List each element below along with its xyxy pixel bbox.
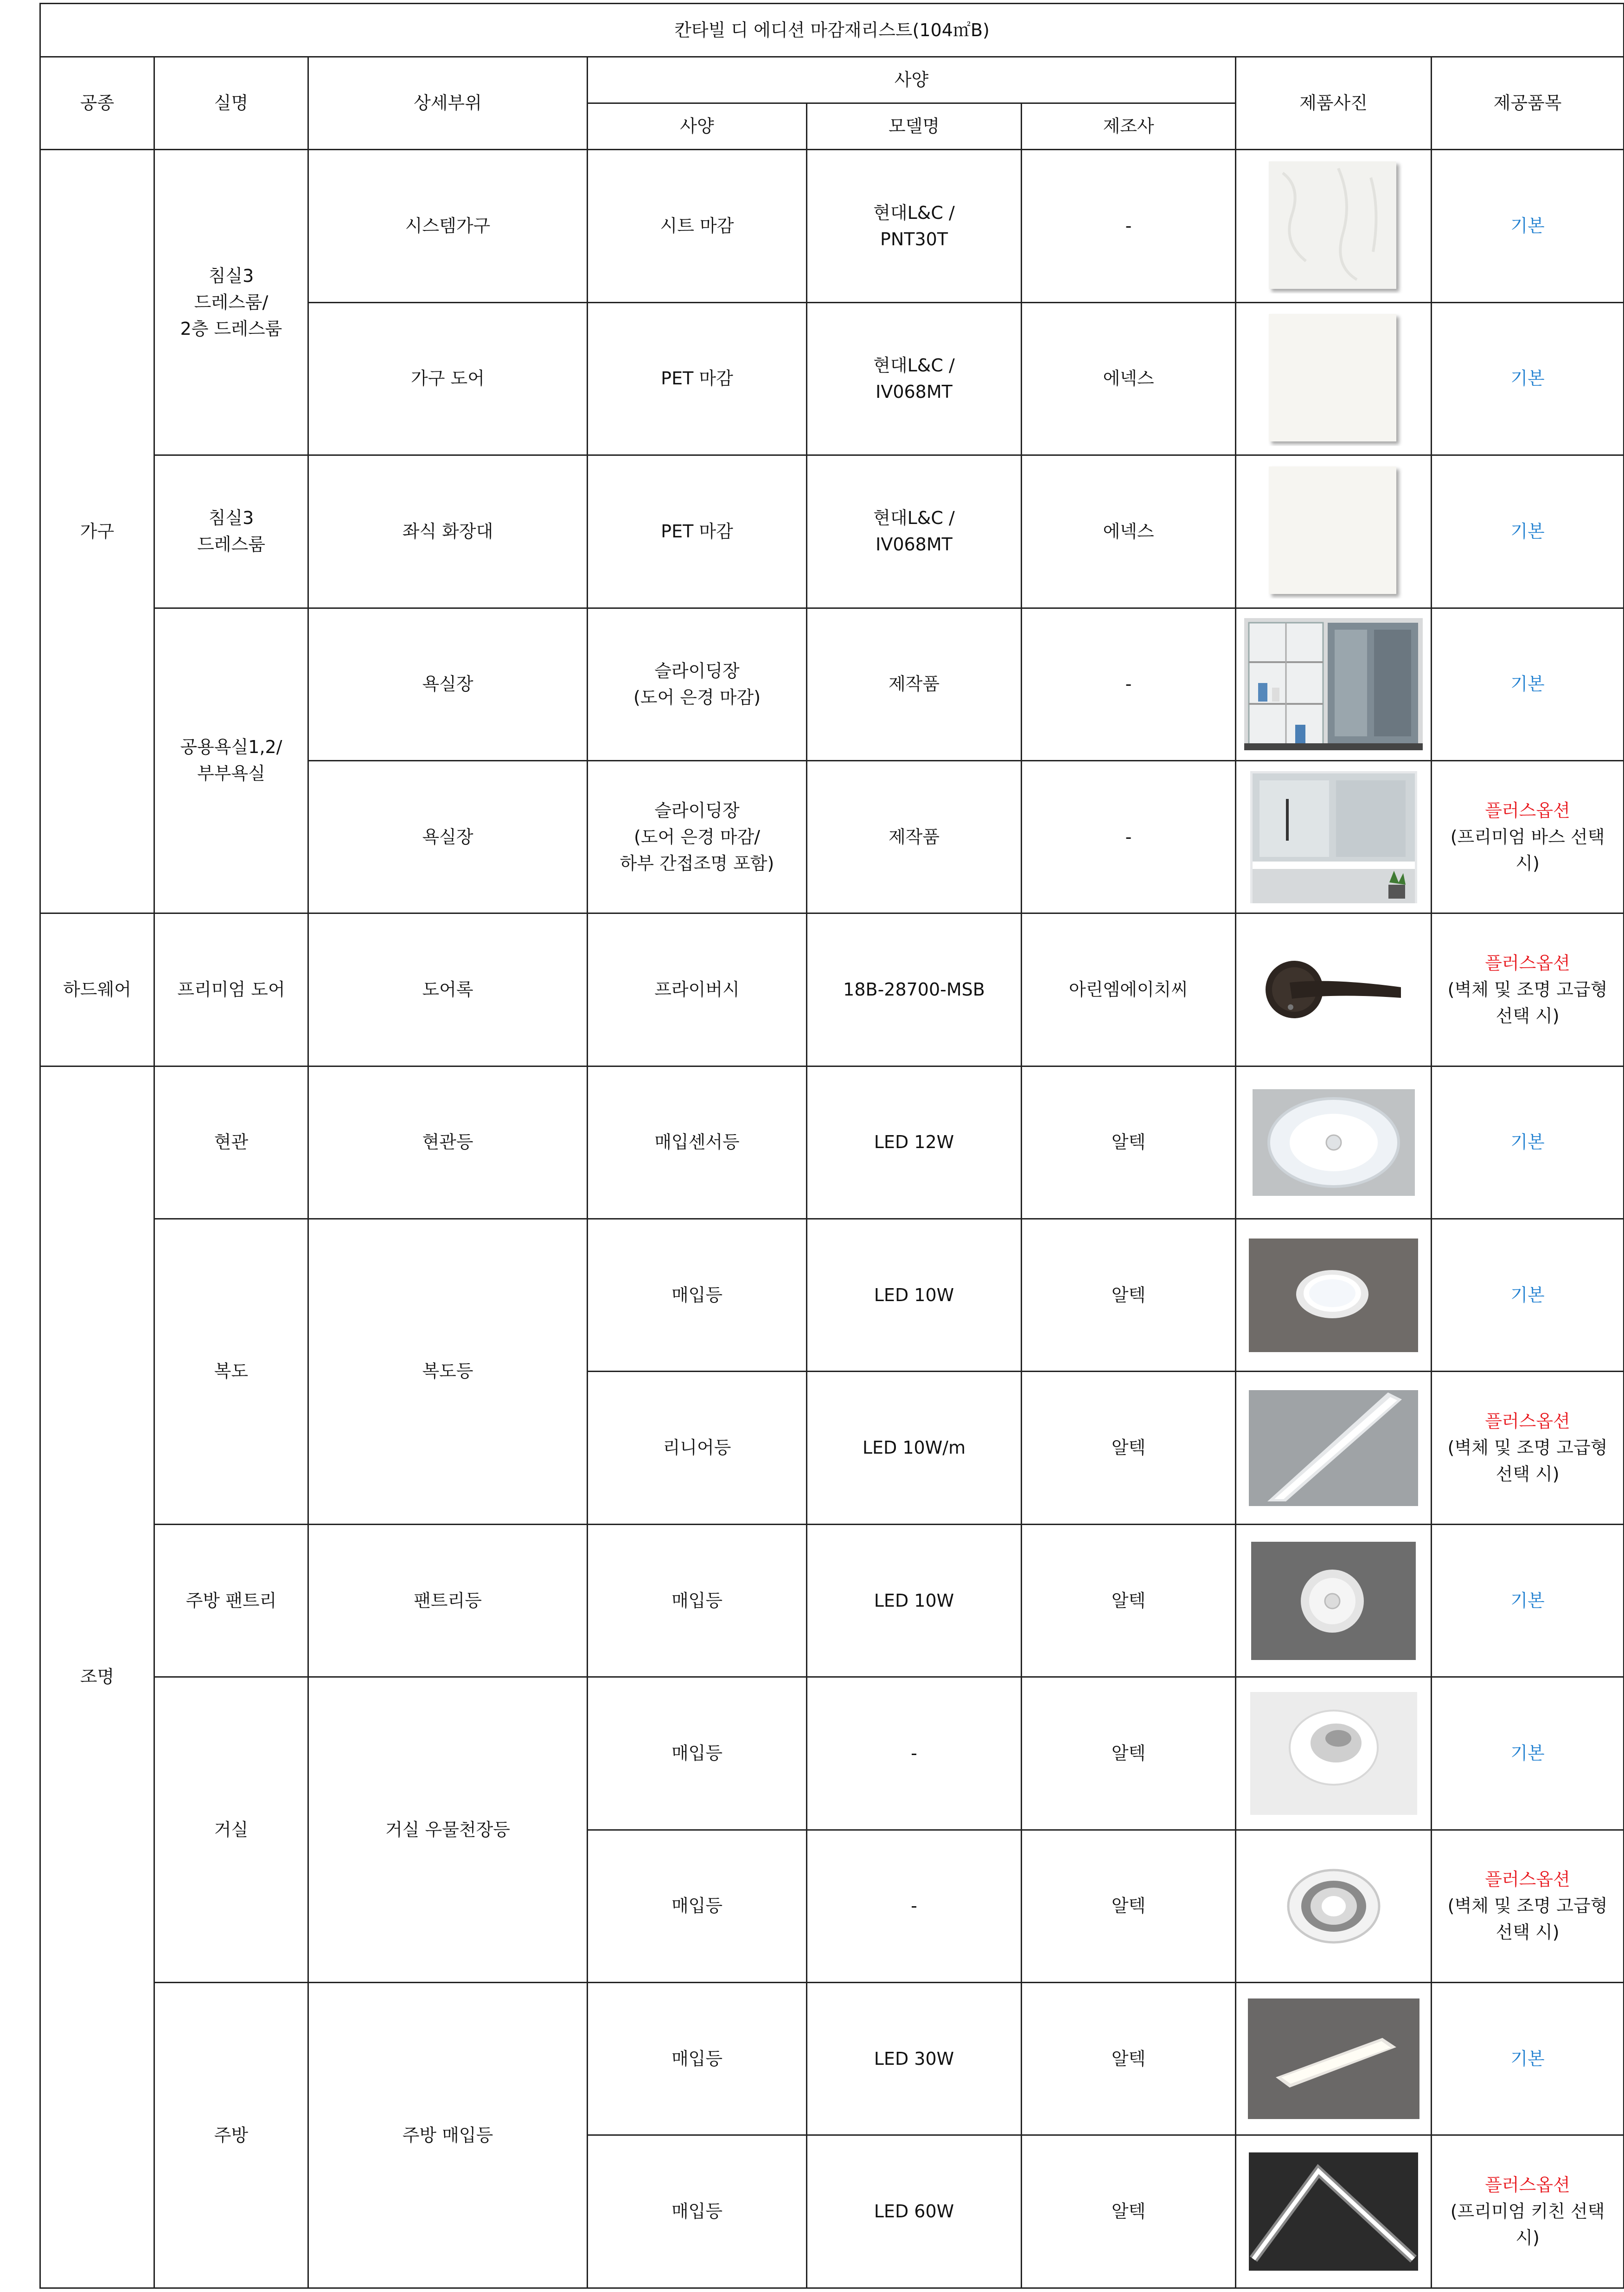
option-note: (프리미엄 바스 선택 시) [1450,826,1605,874]
supply-cell [1432,1677,1624,1830]
spec-cell: 매입등 [588,1677,807,1830]
maker-cell: - [1022,608,1236,760]
model-cell: 현대L&C / PNT30T [807,150,1022,302]
downlight-image [1240,1239,1427,1352]
option-note: (벽체 및 조명 고급형 선택 시) [1447,1437,1608,1485]
supply-cell [1432,1219,1624,1372]
spec-cell: 프라이버시 [588,913,807,1066]
supply-cell [1432,1983,1624,2135]
plus-option-badge: 플러스옵션 [1485,800,1570,821]
spec-cell: 매입등 [588,1983,807,2135]
plus-option-badge: 플러스옵션 [1485,2175,1570,2196]
finish-material-table [39,3,1624,2289]
detail-cell: 거실 우물천장등 [308,1677,588,1983]
photo-cell [1236,302,1432,455]
table-row [40,1677,1624,1830]
maker-cell: 알텍 [1022,1372,1236,1524]
basic-badge: 기본 [1510,1590,1545,1611]
room-cell: 프리미엄 도어 [154,913,308,1066]
bathroom-cabinet-image [1240,618,1427,750]
spec-cell: 매입등 [588,1524,807,1677]
basic-badge: 기본 [1510,2048,1545,2069]
page-title: 칸타빌 디 에디션 마감재리스트(104㎡B) [40,4,1624,57]
white-pet-swatch-image [1240,464,1427,599]
spec-cell: PET 마감 [588,302,807,455]
header-model: 모델명 [807,103,1022,150]
room-cell: 공용욕실1,2/ 부부욕실 [154,608,308,913]
room-cell: 주방 [154,1983,308,2288]
photo-cell [1236,1372,1432,1524]
pantry-sensor-light-image [1240,1542,1427,1660]
bathroom-cabinet-lit-image [1240,771,1427,903]
photo-cell [1236,608,1432,760]
basic-badge: 기본 [1510,1132,1545,1153]
plus-option-badge: 플러스옵션 [1485,1869,1570,1890]
supply-cell [1432,913,1624,1066]
photo-cell [1236,913,1432,1066]
door-lever-image [1240,943,1427,1036]
spec-cell: 슬라이딩장 (도어 은경 마감) [588,608,807,760]
table-row [40,1219,1624,1372]
linear-light-image [1240,1390,1427,1506]
supply-cell [1432,1524,1624,1677]
maker-cell: - [1022,150,1236,302]
spec-cell: 매입등 [588,2135,807,2288]
maker-cell: 알텍 [1022,1066,1236,1219]
model-cell: LED 10W [807,1219,1022,1372]
maker-cell: 알텍 [1022,1830,1236,1982]
model-cell: 18B-28700-MSB [807,913,1022,1066]
maker-cell: 알텍 [1022,1983,1236,2135]
model-cell: - [807,1677,1022,1830]
basic-badge: 기본 [1510,368,1545,389]
model-cell: - [807,1830,1022,1982]
white-pet-swatch-image [1240,312,1427,446]
detail-cell: 복도등 [308,1219,588,1525]
model-cell: 현대L&C / IV068MT [807,455,1022,608]
plus-option-badge: 플러스옵션 [1485,1411,1570,1432]
ring-spot-image [1240,1862,1427,1950]
maker-cell: 아린엠에이치씨 [1022,913,1236,1066]
option-note: (프리미엄 키친 선택 시) [1450,2201,1605,2248]
basic-badge: 기본 [1510,521,1545,542]
supply-cell [1432,302,1624,455]
header-detail: 상세부위 [308,57,588,150]
spec-cell: 리니어등 [588,1372,807,1524]
model-cell: LED 10W/m [807,1372,1022,1524]
header-spec-group: 사양 [588,57,1236,103]
basic-badge: 기본 [1510,674,1545,695]
model-cell: 제작품 [807,760,1022,913]
model-cell: LED 12W [807,1066,1022,1219]
detail-cell: 시스템가구 [308,150,588,302]
spec-cell: 매입센서등 [588,1066,807,1219]
maker-cell: 알텍 [1022,2135,1236,2288]
photo-cell [1236,1219,1432,1372]
detail-cell: 현관등 [308,1066,588,1219]
model-cell: LED 10W [807,1524,1022,1677]
supply-cell [1432,1830,1624,1982]
model-cell: LED 60W [807,2135,1022,2288]
sensor-light-image [1240,1089,1427,1196]
photo-cell [1236,150,1432,302]
table-row [40,1983,1624,2135]
room-cell: 주방 팬트리 [154,1524,308,1677]
room-cell: 현관 [154,1066,308,1219]
header-maker: 제조사 [1022,103,1236,150]
detail-cell: 주방 매입등 [308,1983,588,2288]
option-note: (벽체 및 조명 고급형 선택 시) [1447,979,1608,1026]
corner-linear-light-image [1240,2152,1427,2271]
maker-cell: 알텍 [1022,1524,1236,1677]
basic-badge: 기본 [1510,216,1545,236]
photo-cell [1236,1830,1432,1982]
photo-cell [1236,2135,1432,2288]
maker-cell: 에넥스 [1022,302,1236,455]
supply-cell [1432,1372,1624,1524]
maker-cell: 에넥스 [1022,455,1236,608]
supply-cell [1432,760,1624,913]
detail-cell: 욕실장 [308,760,588,913]
detail-cell: 가구 도어 [308,302,588,455]
model-cell: 제작품 [807,608,1022,760]
maker-cell: 알텍 [1022,1219,1236,1372]
spec-cell: 시트 마감 [588,150,807,302]
room-cell: 거실 [154,1677,308,1983]
photo-cell [1236,1524,1432,1677]
table-row [40,150,1624,302]
basic-badge: 기본 [1510,1743,1545,1763]
table-row [40,1524,1624,1677]
model-cell: LED 30W [807,1983,1022,2135]
room-cell: 복도 [154,1219,308,1525]
supply-cell [1432,608,1624,760]
detail-cell: 팬트리등 [308,1524,588,1677]
group-hardware: 하드웨어 [40,913,154,1066]
maker-cell: - [1022,760,1236,913]
room-cell: 침실3 드레스룸/ 2층 드레스룸 [154,150,308,455]
panel-light-image [1240,1998,1427,2119]
room-cell: 침실3 드레스룸 [154,455,308,608]
table-row [40,1066,1624,1219]
supply-cell [1432,150,1624,302]
white-sheet-swatch-image [1240,159,1427,294]
supply-cell [1432,455,1624,608]
detail-cell: 좌식 화장대 [308,455,588,608]
maker-cell: 알텍 [1022,1677,1236,1830]
photo-cell [1236,760,1432,913]
spec-cell: 슬라이딩장 (도어 은경 마감/ 하부 간접조명 포함) [588,760,807,913]
header-trade: 공종 [40,57,154,150]
header-spec: 사양 [588,103,807,150]
table-row [40,455,1624,608]
spec-cell: PET 마감 [588,455,807,608]
detail-cell: 도어록 [308,913,588,1066]
photo-cell [1236,1983,1432,2135]
supply-cell [1432,2135,1624,2288]
supply-cell [1432,1066,1624,1219]
plus-option-badge: 플러스옵션 [1485,952,1570,973]
photo-cell [1236,1066,1432,1219]
option-note: (벽체 및 조명 고급형 선택 시) [1447,1896,1608,1943]
photo-cell [1236,1677,1432,1830]
recessed-spot-image [1240,1692,1427,1815]
basic-badge: 기본 [1510,1284,1545,1305]
table-row [40,608,1624,760]
model-cell: 현대L&C / IV068MT [807,302,1022,455]
spec-cell: 매입등 [588,1830,807,1982]
spec-cell: 매입등 [588,1219,807,1372]
group-lighting: 조명 [40,1066,154,2288]
header-room: 실명 [154,57,308,150]
table-row [40,913,1624,1066]
header-supply: 제공품목 [1432,57,1624,150]
photo-cell [1236,455,1432,608]
detail-cell: 욕실장 [308,608,588,760]
header-photo: 제품사진 [1236,57,1432,150]
group-furniture: 가구 [40,150,154,913]
